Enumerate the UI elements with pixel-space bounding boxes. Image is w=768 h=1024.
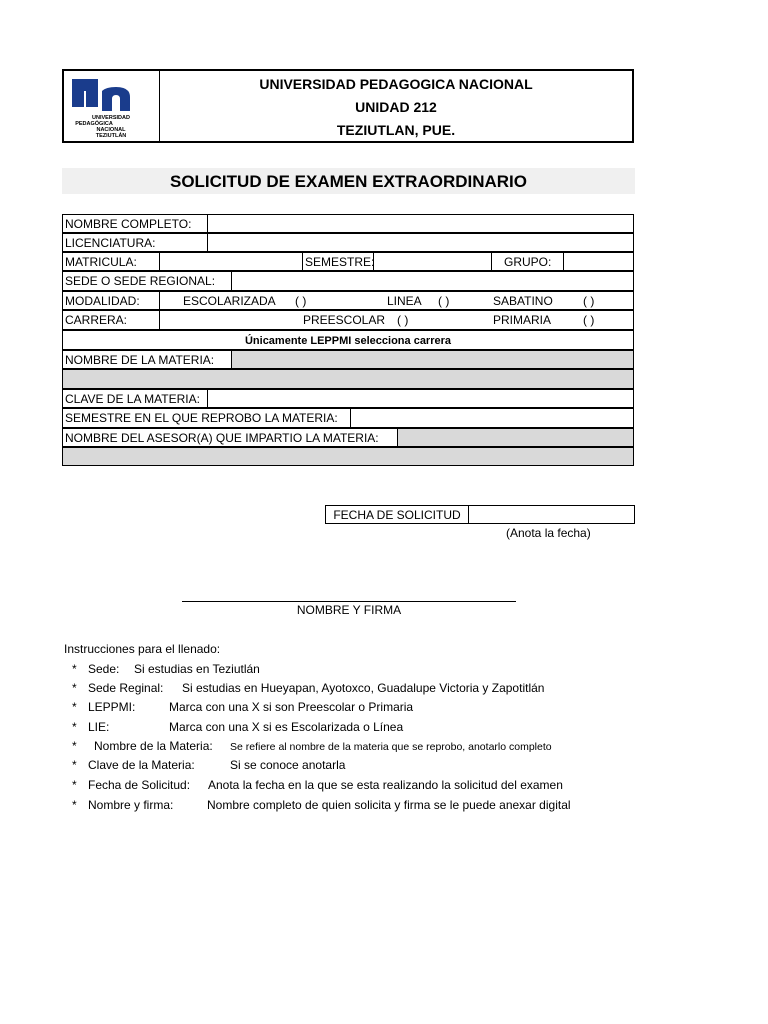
instruction-text: Marca con una X si es Escolarizada o Línea [169, 720, 404, 734]
escolarizada-label: ESCOLARIZADA [183, 294, 276, 308]
instruction-text: Anota la fecha en la que se esta realizando la solicitud del examen [208, 778, 563, 792]
instruction-bullet: * [72, 739, 77, 753]
logo [64, 71, 160, 141]
sabatino-label: SABATINO [493, 294, 553, 308]
preescolar-checkbox[interactable]: ( ) [397, 313, 409, 327]
request-form [62, 214, 634, 466]
signature-label: NOMBRE Y FIRMA [296, 603, 402, 617]
instruction-bullet: * [72, 798, 77, 812]
sabatino-checkbox[interactable]: ( ) [583, 294, 595, 308]
row-clave-materia [62, 389, 634, 408]
licenciatura-field[interactable] [208, 234, 633, 251]
instruction-text: Se refiere al nombre de la materia que se reprobo, anotarlo completo [230, 741, 552, 753]
header-box [62, 69, 634, 143]
matricula-field[interactable] [160, 253, 302, 270]
instruction-key: Fecha de Solicitud: [88, 778, 191, 792]
semestre-reprobo-field[interactable] [351, 409, 633, 427]
institution-name [160, 71, 632, 141]
nombre-materia-label: NOMBRE DE LA MATERIA: [63, 351, 231, 368]
nombre-materia-field-continued[interactable] [62, 369, 634, 389]
matricula-label: MATRICULA: [65, 255, 137, 269]
instruction-bullet: * [72, 662, 77, 676]
instruction-text: Si estudias en Hueyapan, Ayotoxco, Guadalupe Victoria y Zapotitlán [182, 681, 545, 695]
sede-label: SEDE O SEDE REGIONAL: [65, 274, 216, 288]
svg-text:NACIONAL: NACIONAL [96, 127, 126, 133]
instruction-key: LEPPMI: [88, 700, 136, 714]
row-licenciatura [62, 233, 634, 252]
licenciatura-label: LICENCIATURA: [65, 236, 156, 250]
instructions-heading: Instrucciones para el llenado: [64, 642, 221, 656]
instruction-key: Sede: [88, 662, 120, 676]
row-semestre-reprobo [62, 408, 634, 428]
instruction-bullet: * [72, 681, 77, 695]
instruction-key: LIE: [88, 720, 110, 734]
institution-line-1: UNIVERSIDAD PEDAGOGICA NACIONAL [259, 76, 533, 92]
fecha-solicitud-box [325, 505, 635, 524]
row-nombre-completo [62, 214, 634, 233]
instruction-text: Si estudias en Teziutlán [134, 662, 260, 676]
clave-materia-field[interactable] [208, 390, 633, 407]
carrera-label: CARRERA: [65, 313, 128, 327]
asesor-label: NOMBRE DEL ASESOR(A) QUE IMPARTIO LA MATERIA: [63, 429, 397, 446]
row-note [62, 330, 634, 350]
nombre-completo-field[interactable] [208, 215, 633, 232]
instruction-key: Nombre y firma: [88, 798, 174, 812]
grupo-field[interactable] [564, 253, 633, 270]
institution-line-3: TEZIUTLAN, PUE. [336, 122, 456, 138]
form-title: SOLICITUD DE EXAMEN EXTRAORDINARIO [62, 168, 635, 194]
upn-logo-icon [64, 71, 158, 143]
instruction-bullet: * [72, 700, 77, 714]
institution-line-2: UNIDAD 212 [355, 99, 437, 115]
row-asesor [62, 428, 634, 447]
preescolar-label: PREESCOLAR [303, 313, 386, 327]
primaria-checkbox[interactable]: ( ) [583, 313, 595, 327]
row-matricula [62, 252, 634, 271]
row-sede [62, 271, 634, 291]
fecha-hint: (Anota la fecha) [506, 526, 591, 540]
instruction-key: Sede Reginal: [88, 681, 164, 695]
instruction-key: Nombre de la Materia: [94, 739, 213, 753]
semestre-reprobo-label: SEMESTRE EN EL QUE REPROBO LA MATERIA: [65, 411, 338, 425]
svg-text:UNIVERSIDAD: UNIVERSIDAD [92, 115, 130, 121]
row-nombre-materia [62, 350, 634, 369]
asesor-field[interactable] [398, 429, 633, 446]
instruction-key: Clave de la Materia: [88, 758, 195, 772]
row-modalidad [62, 291, 634, 310]
fecha-solicitud-field[interactable] [469, 506, 634, 523]
instruction-text: Si se conoce anotarla [230, 758, 346, 772]
linea-label: LINEA [387, 294, 422, 308]
instruction-bullet: * [72, 778, 77, 792]
instruction-text: Marca con una X si son Preescolar o Primaria [169, 700, 414, 714]
instruction-text: Nombre completo de quien solicita y firma se le puede anexar digital [207, 798, 571, 812]
row-carrera [62, 310, 634, 330]
semestre-field[interactable] [374, 253, 491, 270]
instruction-bullet: * [72, 758, 77, 772]
grupo-label: GRUPO: [504, 255, 552, 269]
signature-line[interactable] [182, 601, 516, 602]
asesor-field-continued[interactable] [62, 447, 634, 466]
semestre-label: SEMESTRE: [305, 255, 375, 269]
instruction-bullet: * [72, 720, 77, 734]
primaria-label: PRIMARIA [493, 313, 552, 327]
leppmi-note: Únicamente LEPPMI selecciona carrera [244, 335, 452, 347]
escolarizada-checkbox[interactable]: ( ) [295, 294, 307, 308]
sede-field[interactable] [232, 272, 633, 290]
linea-checkbox[interactable]: ( ) [438, 294, 450, 308]
svg-text:TEZIUTLÁN: TEZIUTLÁN [95, 133, 127, 139]
nombre-completo-label: NOMBRE COMPLETO: [65, 217, 192, 231]
nombre-materia-field[interactable] [232, 351, 633, 368]
svg-text:PEDAGÓGICA: PEDAGÓGICA [75, 121, 113, 127]
clave-materia-label: CLAVE DE LA MATERIA: [65, 392, 200, 406]
fecha-solicitud-label: FECHA DE SOLICITUD [333, 508, 461, 522]
modalidad-label: MODALIDAD: [65, 294, 140, 308]
